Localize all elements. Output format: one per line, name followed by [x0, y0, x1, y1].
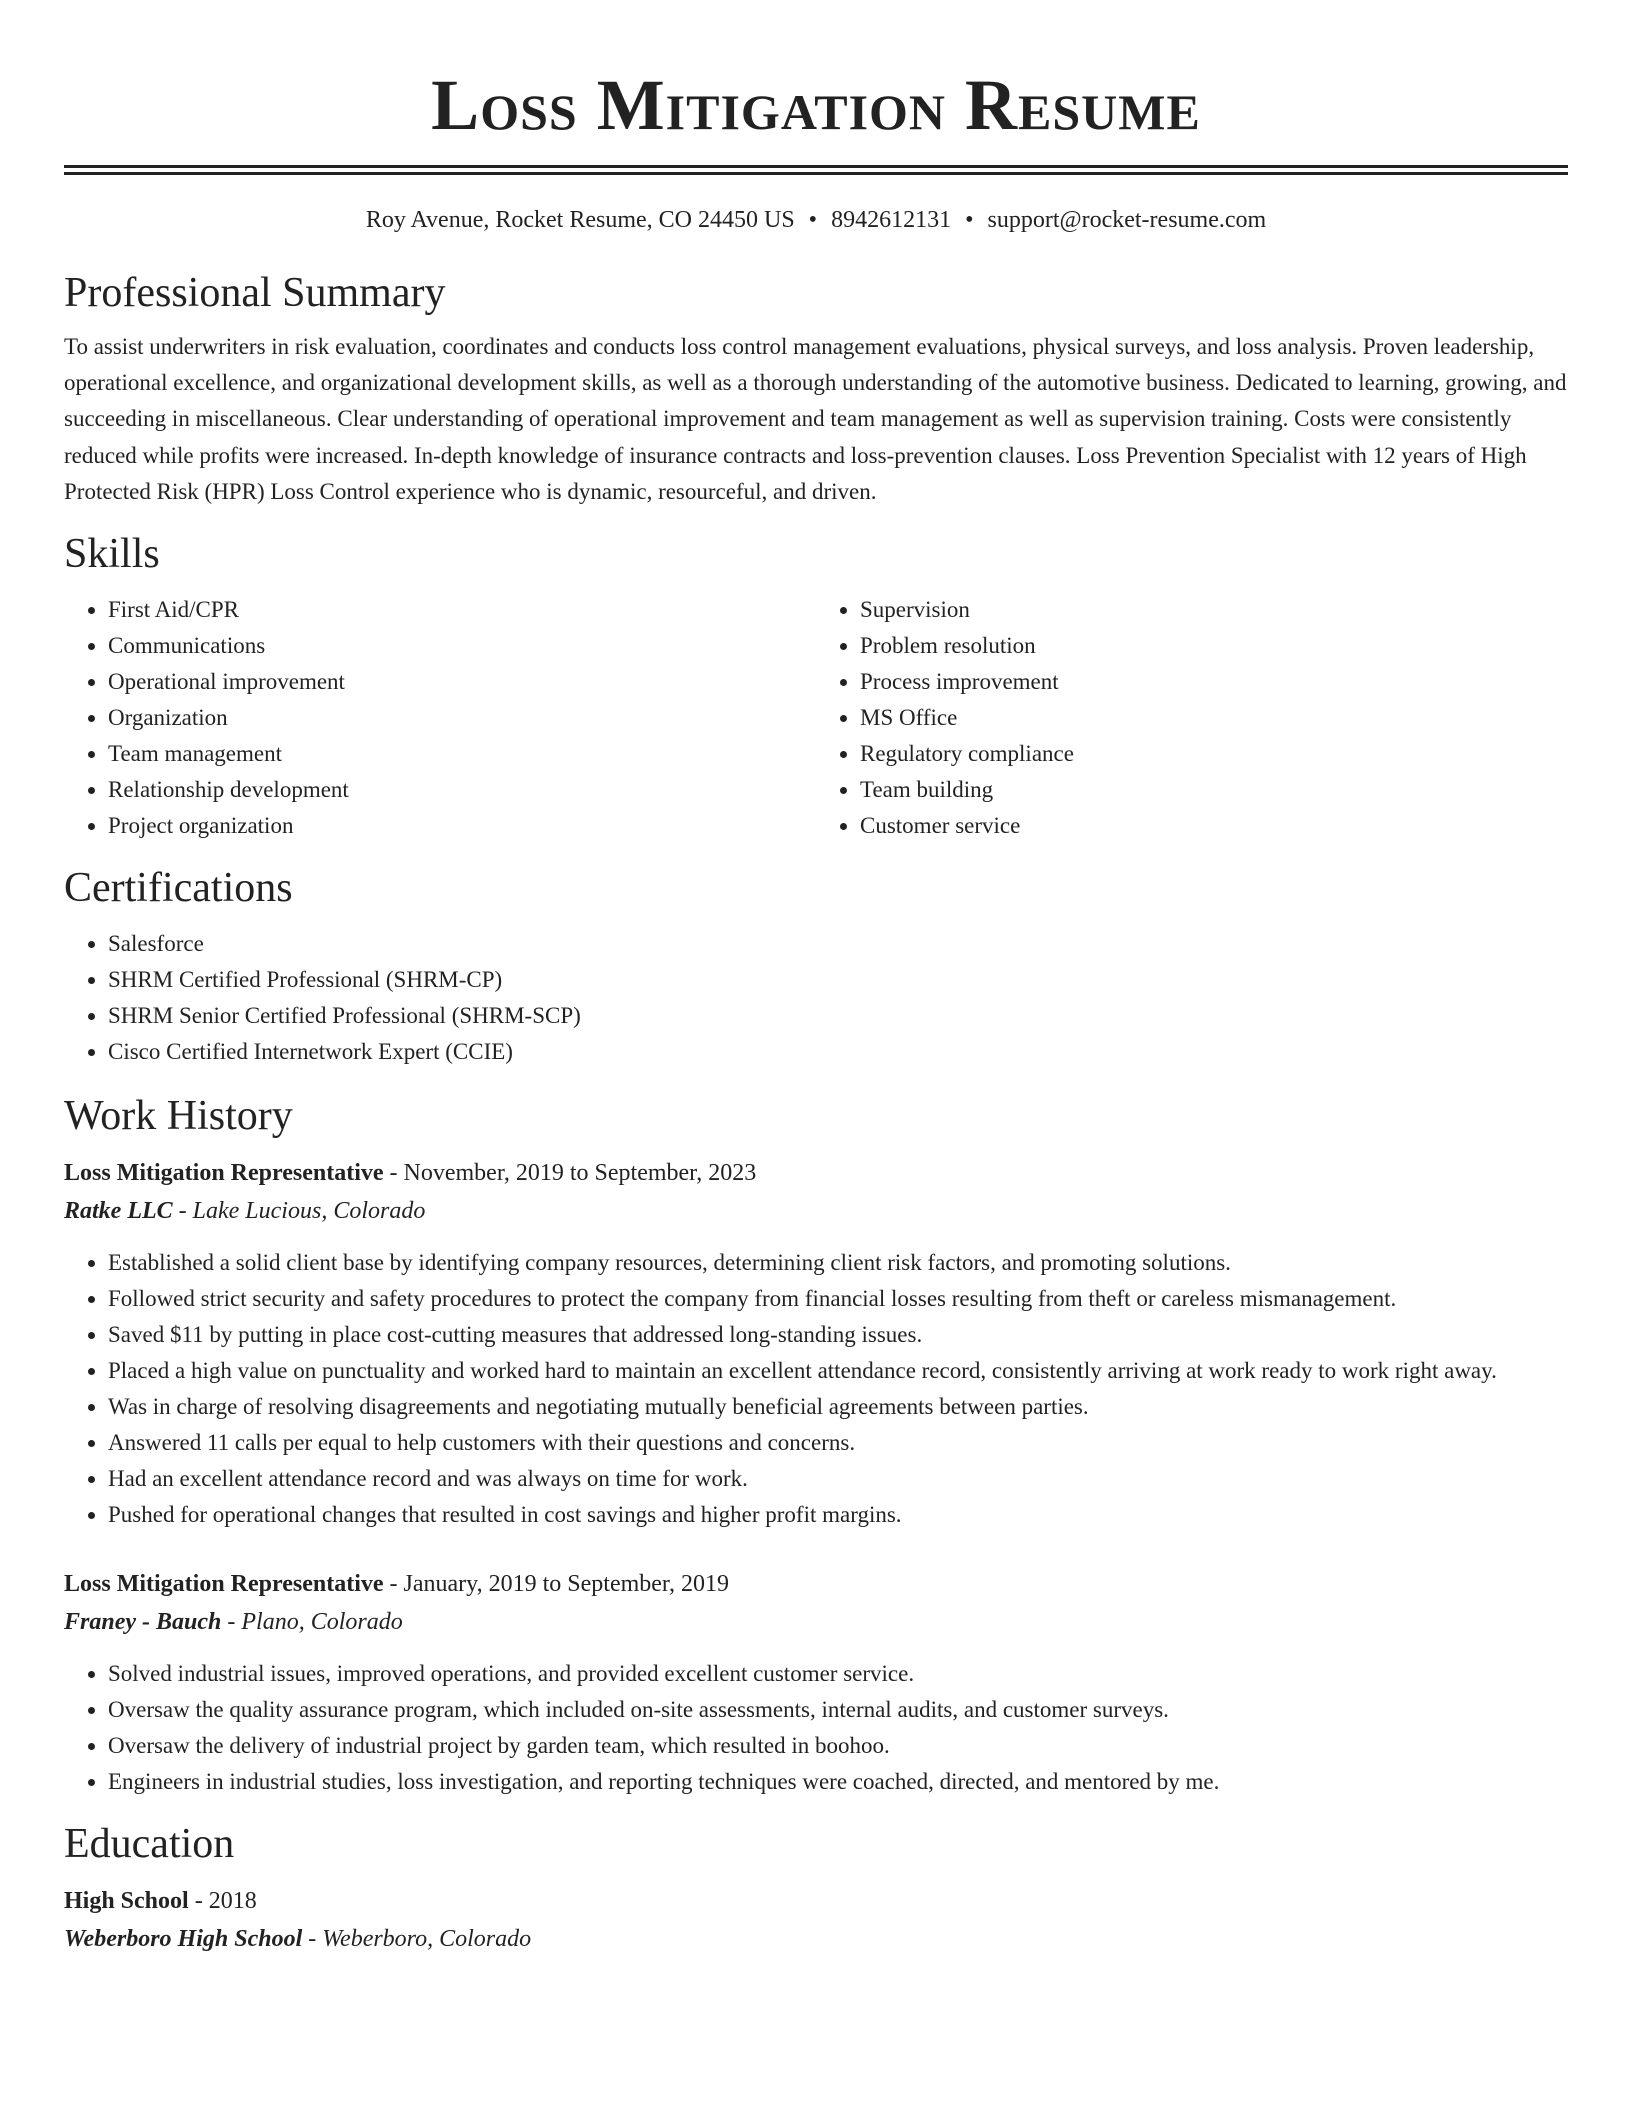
- job-bullet: • Engineers in industrial studies, loss investigation, and reporting techniques were coached, directed, and mentored by me.: [108, 1764, 1568, 1800]
- resume-page: [64, 0, 1568, 1958]
- job-company-line: [64, 1192, 1568, 1230]
- skills-left-list: [64, 592, 816, 844]
- job-bullet: • Established a solid client base by identifying company resources, determining client risk factors, and promoting solutions.: [108, 1245, 1568, 1281]
- education-heading: Education: [64, 1821, 235, 1868]
- education-school: Weberboro High School: [64, 1926, 303, 1953]
- education-year: 2018: [208, 1888, 257, 1915]
- skills-heading: Skills: [64, 531, 160, 578]
- job-title-line: [64, 1565, 1568, 1603]
- contact-email: support@rocket-resume.com: [987, 207, 1267, 233]
- skill-item: • Process improvement: [860, 664, 1568, 700]
- job-bullet: • Oversaw the quality assurance program, which included on-site assessments, internal audits, and customer surveys.: [108, 1692, 1568, 1728]
- job-bullet: • Had an excellent attendance record and was always on time for work.: [108, 1461, 1568, 1497]
- skill-item: • Team management: [108, 736, 816, 772]
- job-dash: -: [221, 1609, 242, 1636]
- certifications-list: [64, 926, 1568, 1070]
- skill-item: • First Aid/CPR: [108, 592, 816, 628]
- job-bullet: • Answered 11 calls per equal to help customers with their questions and concerns.: [108, 1425, 1568, 1461]
- skill-item: • Organization: [108, 700, 816, 736]
- job-dash: -: [172, 1198, 193, 1225]
- education-dash: -: [188, 1888, 209, 1915]
- job-location: Plano, Colorado: [241, 1609, 403, 1636]
- contact-address: Roy Avenue, Rocket Resume, CO 24450 US: [365, 207, 795, 233]
- work-history-section: [64, 1090, 1568, 1800]
- summary-text: To assist underwriters in risk evaluation, coordinates and conducts loss control management evaluations, physical surveys, and loss analysis. Proven leadership, operational excellence, and organizational development skills, as well as a thorough understanding of the automotive business. Dedicated to learning, growing, and succeeding in miscellaneous. Clear understanding of operational improvement and team management as well as supervision training. Costs were consistently reduced while profits were increased. In-depth knowledge of insurance contracts and loss-prevention clauses. Loss Prevention Specialist with 12 years of High Protected Risk (HPR) Loss Control experience who is dynamic, resourceful, and driven.: [64, 334, 1567, 504]
- education-school-line: [64, 1920, 1568, 1958]
- job-bullet: • Saved $11 by putting in place cost-cutting measures that addressed long-standing issues.: [108, 1317, 1568, 1353]
- skills-section: [64, 528, 1568, 844]
- job-location: Lake Lucious, Colorado: [192, 1198, 426, 1225]
- job-title: Loss Mitigation Representative: [64, 1160, 384, 1187]
- skill-item: • Problem resolution: [860, 628, 1568, 664]
- skill-item: • Communications: [108, 628, 816, 664]
- summary-heading: Professional Summary: [64, 270, 446, 316]
- job-bullet: • Placed a high value on punctuality and worked hard to maintain an excellent attendance record, consistently arriving at work ready to work right away.: [108, 1353, 1568, 1389]
- job-dates: November, 2019 to September, 2023: [403, 1160, 757, 1187]
- job-title: Loss Mitigation Representative: [64, 1571, 384, 1598]
- skill-item: • Team building: [860, 772, 1568, 808]
- education-section: [64, 1818, 1568, 1958]
- skills-columns: [64, 592, 1568, 844]
- skill-item: • Regulatory compliance: [860, 736, 1568, 772]
- resume-title: Loss Mitigation Resume: [431, 65, 1201, 145]
- contact-separator: •: [965, 207, 974, 233]
- certifications-section: [64, 862, 1568, 1070]
- certification-item: • Salesforce: [108, 926, 1568, 962]
- job-bullets: [64, 1656, 1568, 1800]
- education-location: Weberboro, Colorado: [322, 1926, 532, 1953]
- certification-item: • SHRM Certified Professional (SHRM-CP): [108, 962, 1568, 998]
- job-bullet: • Oversaw the delivery of industrial project by garden team, which resulted in boohoo.: [108, 1728, 1568, 1764]
- education-degree-line: [64, 1882, 1568, 1920]
- contact-line: [64, 203, 1568, 237]
- skill-item: • MS Office: [860, 700, 1568, 736]
- skill-item: • Customer service: [860, 808, 1568, 844]
- job-bullets: [64, 1245, 1568, 1533]
- job-bullet: • Pushed for operational changes that resulted in cost savings and higher profit margins.: [108, 1497, 1568, 1533]
- skill-item: • Supervision: [860, 592, 1568, 628]
- job-dates: January, 2019 to September, 2019: [403, 1571, 729, 1598]
- education-degree: High School: [64, 1888, 189, 1915]
- job-dash: -: [383, 1571, 404, 1598]
- job-entry: [64, 1565, 1568, 1800]
- job-entry: [64, 1154, 1568, 1533]
- job-bullet: • Solved industrial issues, improved operations, and provided excellent customer service.: [108, 1656, 1568, 1692]
- skill-item: • Operational improvement: [108, 664, 816, 700]
- summary-section: [64, 267, 1568, 510]
- job-bullet: • Was in charge of resolving disagreements and negotiating mutually beneficial agreements between parties.: [108, 1389, 1568, 1425]
- job-company: Ratke LLC: [64, 1198, 173, 1225]
- job-company: Franey - Bauch: [64, 1609, 222, 1636]
- job-title-line: [64, 1154, 1568, 1192]
- title-divider: [64, 165, 1568, 175]
- certifications-heading: Certifications: [64, 865, 293, 912]
- certification-item: • SHRM Senior Certified Professional (SHRM-SCP): [108, 998, 1568, 1034]
- contact-separator: •: [808, 207, 818, 233]
- skill-item: • Relationship development: [108, 772, 816, 808]
- job-dash: -: [383, 1160, 404, 1187]
- job-bullet: • Followed strict security and safety procedures to protect the company from financial losses resulting from theft or careless mismanagement.: [108, 1281, 1568, 1317]
- education-entry: [64, 1882, 1568, 1958]
- certification-item: • Cisco Certified Internetwork Expert (CCIE): [108, 1034, 1568, 1070]
- job-company-line: [64, 1603, 1568, 1641]
- education-dash: -: [302, 1926, 323, 1953]
- skill-item: • Project organization: [108, 808, 816, 844]
- skills-right-list: [816, 592, 1568, 844]
- contact-phone: 8942612131: [831, 207, 952, 233]
- work-history-heading: Work History: [64, 1093, 293, 1140]
